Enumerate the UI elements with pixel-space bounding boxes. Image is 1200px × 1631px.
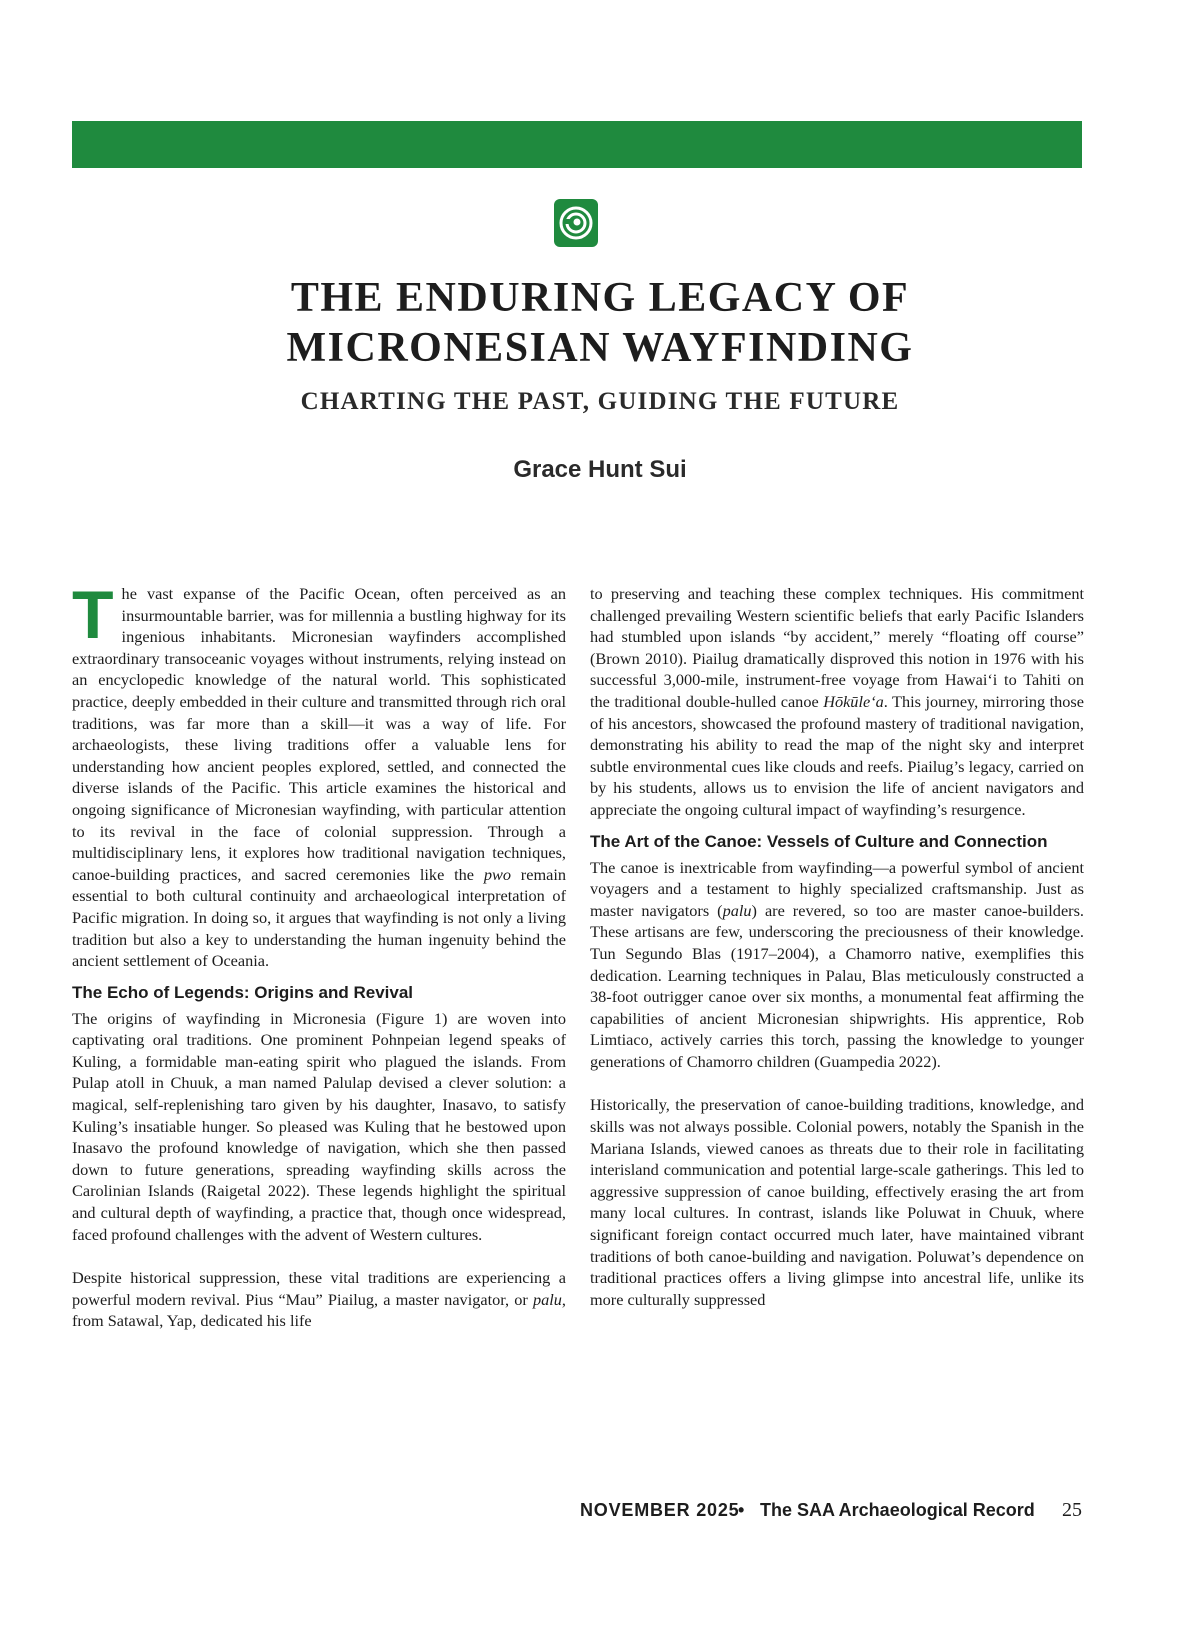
title-line-2: MICRONESIAN WAYFINDING — [286, 325, 914, 371]
footer-month: NOVEMBER 2025 — [580, 1500, 740, 1520]
right-column — [590, 583, 1084, 1310]
pwo-term: pwo — [483, 864, 511, 884]
drop-cap: T — [72, 577, 114, 653]
revival-paragraph: to preserving and teaching these complex techniques. His commitment challenged prevailing Western scientific beliefs that early Pacific Islanders had stumbled upon islands “by accident,” merely “floating off course” (Brown 2010). Piailug dramatically disproved this notion in 1976 with his successful 3,000-mile, instrument-free voyage from Hawai‘i to Tahiti on the traditional double-hulled canoe Hōkūle‘a. This journey, mirroring those of his ancestors, showcased the profound mastery of traditional navigation, demonstrating his ability to read the map of the night sky and interpret subtle environmental cues like clouds and reefs. Piailug’s legacy, carried on by his students, allows us to envision the life of ancient navigators and appreciate the ongoing cultural impact of wayfinding’s resurgence. — [590, 584, 1084, 819]
canoe-name: Hōkūle‘a — [823, 691, 884, 711]
section-heading-canoe: The Art of the Canoe: Vessels of Culture and Connection — [590, 831, 1048, 851]
title-line-1: THE ENDURING LEGACY OF — [290, 275, 910, 321]
footer-journal-name: The SAA Archaeological Record — [760, 1500, 1035, 1520]
page-footer — [560, 1496, 1082, 1524]
intro-paragraph: The vast expanse of the Pacific Ocean, often perceived as an insurmountable barrier, was for millennia a bustling highway for its ingenious inhabitants. Micronesian wayfinders accomplished extraordinary transoceanic voyages without instruments, relying instead on an encyclopedic knowledge of the natural world. This sophisticated practice, deeply embedded in their culture and transmitted through rich oral traditions, was far more than a skill—it was a way of life. For archaeologists, these living traditions offer a valuable lens for understanding how ancient peoples explored, settled, and connected the diverse islands of the Pacific. This article examines the historical and ongoing significance of Micronesian wayfinding, with particular attention to its revival in the face of colonial suppression. Through a multidisciplinary lens, it explores how traditional navigation techniques, canoe-building practices, and sacred ceremonies like the pwo remain essential to both cultural continuity and archaeological interpretation of Pacific migration. In doing so, it argues that wayfinding is not only a living tradition but also a key to understanding the human ingenuity behind the ancient settlement of Oceania. — [72, 577, 567, 971]
spiral-logo-icon — [552, 197, 600, 249]
footer-bullet: • — [738, 1500, 745, 1520]
page-number: 25 — [1062, 1499, 1082, 1521]
palu-term-2: palu — [722, 900, 752, 920]
canoe-paragraph-1: The canoe is inextricable from wayfinding—a powerful symbol of ancient voyagers and a testament to highly specialized craftsmanship. Just as master navigators (palu) are revered, so too are master canoe-builders. These artisans are few, underscoring the preciousness of their knowledge. Tun Segundo Blas (1917–2004), a Chamorro native, exemplifies this dedication. Learning techniques in Palau, Blas meticulously constructed a 38-foot outrigger canoe over six months, a monumental feat affirming the capabilities of ancient Micronesian shipwrights. His apprentice, Rob Limtiaco, actively carries this torch, passing the knowledge to younger generations of Chamorro children (Guampedia 2022). — [590, 857, 1085, 1071]
article-subtitle: CHARTING THE PAST, GUIDING THE FUTURE — [300, 388, 900, 415]
section-heading-origins: The Echo of Legends: Origins and Revival — [72, 982, 414, 1002]
author-name: Grace Hunt Sui — [513, 456, 687, 483]
canoe-paragraph-2: Historically, the preservation of canoe-building traditions, knowledge, and skills was not always possible. Colonial powers, notably the Spanish in the Mariana Islands, viewed canoes as threats due to their role in facilitating interisland communication and potential large-scale gatherings. This led to aggressive suppression of canoe building, effectively erasing the art from many local cultures. In contrast, islands like Poluwat in Chuuk, where significant foreign contact occurred much later, have maintained vibrant traditions of both canoe-building and navigation. Poluwat’s dependence on traditional practices offers a living glimpse into ancestral life, unlike its more culturally suppressed — [590, 1095, 1084, 1309]
left-column — [72, 577, 567, 1332]
origins-paragraph-1: The origins of wayfinding in Micronesia (Figure 1) are woven into captivating oral traditions. One prominent Pohnpeian legend speaks of Kuling, a formidable man-eating spirit who plagued the islands. From Pulap atoll in Chuuk, a man named Palulap devised a clever solution: a magical, self-replenishing taro given by his daughter, Inasavo, to satisfy Kuling’s insatiable hunger. So pleased was Kuling that he bestowed upon Inasavo the profound knowledge of navigation, which she then passed down to future generations, spreading wayfinding skills across the Carolinian Islands (Raigetal 2022). These legends highlight the spiritual and cultural depth of wayfinding, a practice that, though once widespread, faced profound challenges with the advent of Western cultures. — [72, 1008, 566, 1244]
palu-term: palu — [532, 1289, 562, 1309]
header-green-bar — [72, 121, 1082, 168]
article-title — [100, 273, 1100, 373]
origins-paragraph-2: Despite historical suppression, these vital traditions are experiencing a powerful modern revival. Pius “Mau” Piailug, a master navigator, or palu, from Satawal, Yap, dedicated his life — [72, 1268, 566, 1331]
